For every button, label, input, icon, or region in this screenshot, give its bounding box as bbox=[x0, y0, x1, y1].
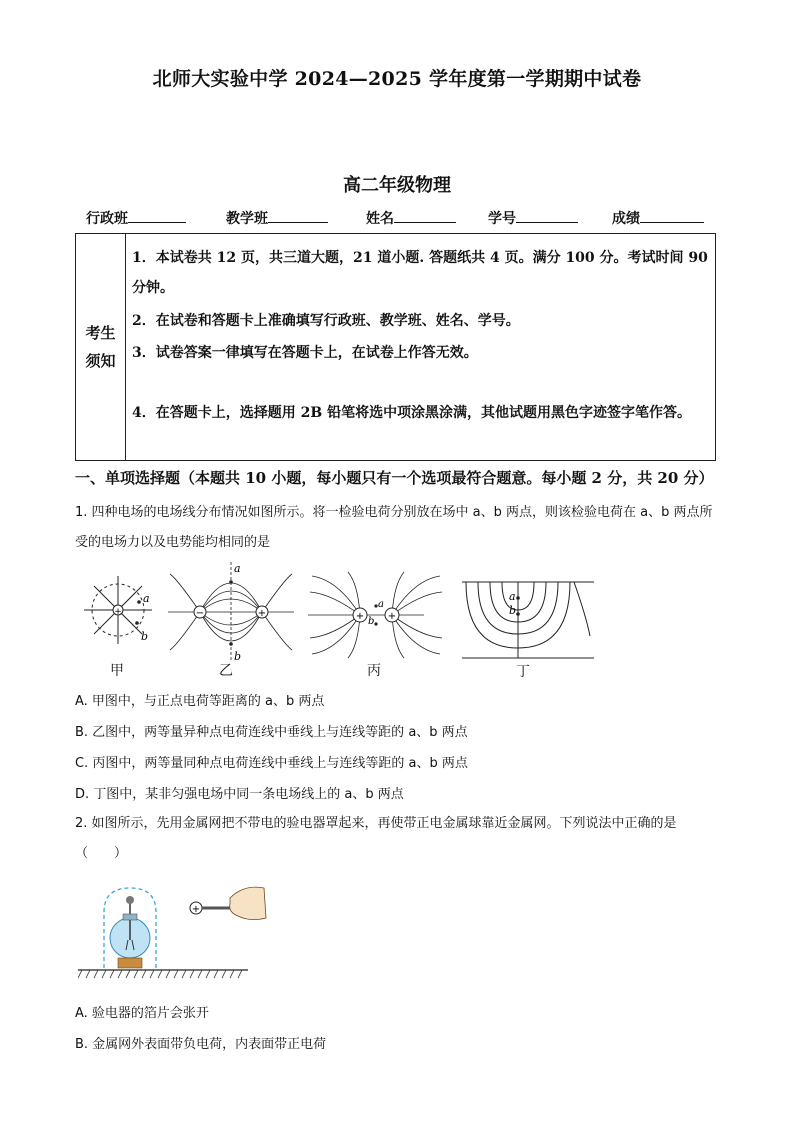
figure-jia-radial-field bbox=[80, 574, 160, 654]
question-1-stem: 1. 四种电场的电场线分布情况如图所示。将一检验电荷分别放在场中 a、b 两点，则该检验电荷在 a、b 两点所受的电场力以及电势能均相同的是 bbox=[75, 505, 713, 550]
yi-plus-sign: + bbox=[257, 608, 267, 619]
figure-label-ding: 丁 bbox=[516, 664, 530, 680]
figure-bing-like-charges-field bbox=[308, 570, 444, 660]
question-2-stem: 2. 如图所示，先用金属网把不带电的验电器罩起来，再使带正电金属球靠近金属网。下列说法中正确的是（ ） bbox=[75, 816, 677, 861]
charged-ball-plus: + bbox=[191, 904, 201, 915]
field-admin-class[interactable]: 行政班 bbox=[86, 208, 186, 228]
exam-notice-box bbox=[75, 233, 716, 461]
bing-point-a: a bbox=[378, 599, 384, 610]
ding-point-b: b bbox=[509, 604, 517, 617]
question-1-option-d[interactable]: D. 丁图中，某非匀强电场中同一条电场线上的 a、b 两点 bbox=[75, 787, 404, 802]
figure-label-jia: 甲 bbox=[110, 663, 124, 679]
figure-ding-nonuniform-field bbox=[458, 576, 598, 660]
field-score[interactable]: 成绩 bbox=[612, 208, 704, 228]
yi-point-b: b bbox=[234, 650, 242, 662]
figure-label-bing: 丙 bbox=[367, 663, 381, 679]
ding-point-a: a bbox=[509, 590, 516, 603]
exam-subtitle: 高二年级物理 bbox=[343, 175, 451, 196]
notice-rule-4: 4．在答题卡上，选择题用 2B 铅笔将选中项涂黑涂满，其他试题用黑色字迹签字笔作答。 bbox=[132, 405, 692, 421]
question-1-option-b[interactable]: B. 乙图中，两等量异种点电荷连线中垂线上与连线等距的 a、b 两点 bbox=[75, 725, 468, 740]
question-2-option-b[interactable]: B. 金属网外表面带负电荷，内表面带正电荷 bbox=[75, 1037, 327, 1052]
figure-electroscope-mesh bbox=[78, 878, 278, 982]
jia-point-a: a bbox=[143, 592, 150, 605]
field-student-id[interactable]: 学号 bbox=[488, 208, 578, 228]
question-2-option-a[interactable]: A. 验电器的箔片会张开 bbox=[75, 1006, 209, 1021]
question-1-option-a[interactable]: A. 甲图中，与正点电荷等距离的 a、b 两点 bbox=[75, 694, 325, 709]
bing-plus-right: + bbox=[387, 611, 397, 622]
notice-rule-2: 2．在试卷和答题卡上准确填写行政班、教学班、姓名、学号。 bbox=[132, 313, 520, 329]
bing-point-b: b bbox=[368, 616, 375, 627]
question-1-option-c[interactable]: C. 丙图中，两等量同种点电荷连线中垂线上与连线等距的 a、b 两点 bbox=[75, 756, 468, 771]
section-heading: 一、单项选择题（本题共 10 小题，每小题只有一个选项最符合题意。每小题 2 分，共 20 分） bbox=[75, 469, 714, 487]
field-teaching-class[interactable]: 教学班 bbox=[226, 208, 328, 228]
exam-title: 北师大实验中学 2024—2025 学年度第一学期期中试卷 bbox=[152, 68, 642, 90]
jia-plus-sign: + bbox=[114, 607, 122, 617]
figure-label-yi: 乙 bbox=[219, 663, 233, 679]
bing-plus-left: + bbox=[355, 611, 365, 622]
figure-yi-dipole-field bbox=[166, 560, 296, 662]
student-info-fields bbox=[86, 208, 726, 230]
notice-rule-3: 3．试卷答案一律填写在答题卡上，在试卷上作答无效。 bbox=[132, 345, 478, 361]
jia-point-b: b bbox=[141, 630, 149, 643]
notice-rule-1: 1．本试卷共 12 页，共三道大题，21 道小题. 答题纸共 4 页。满分 100 分。考试时间 90 分钟。 bbox=[132, 250, 708, 296]
notice-heading: 考生 须知 bbox=[76, 234, 126, 460]
yi-minus-sign: − bbox=[195, 608, 205, 619]
field-name[interactable]: 姓名 bbox=[366, 208, 456, 228]
yi-point-a: a bbox=[234, 562, 241, 575]
notice-rules bbox=[132, 243, 712, 428]
